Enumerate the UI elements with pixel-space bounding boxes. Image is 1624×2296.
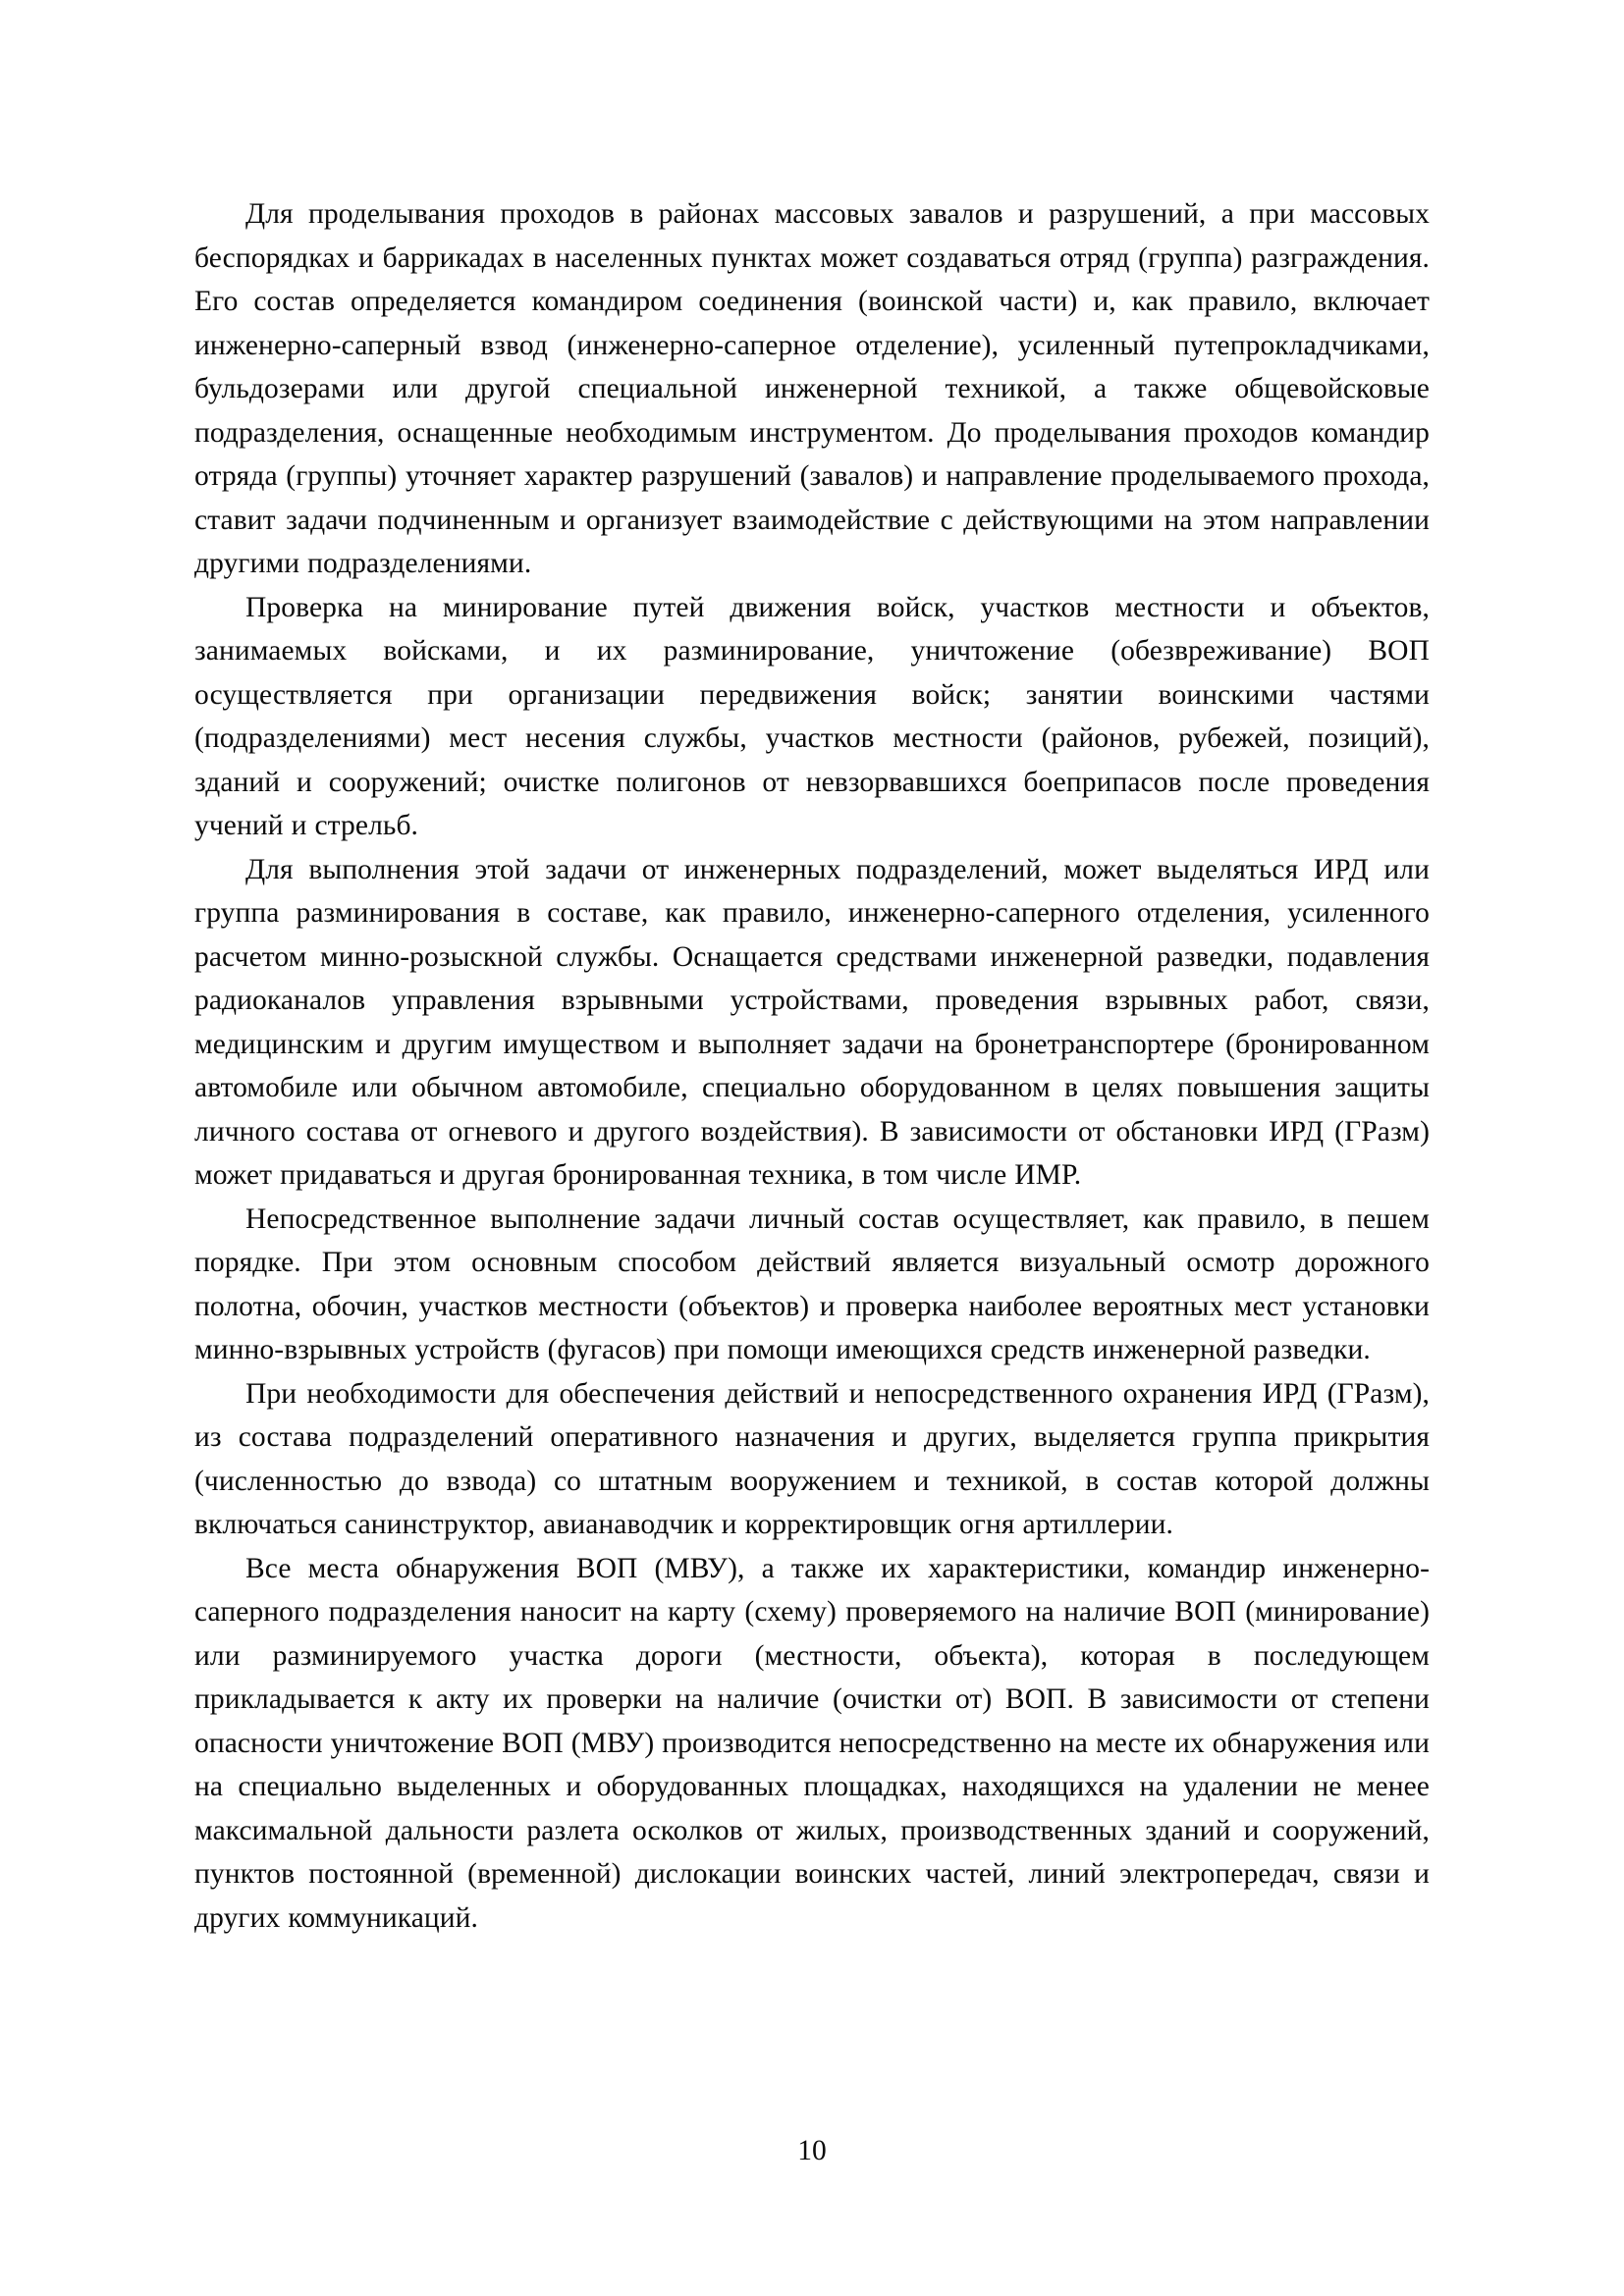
paragraph: При необходимости для обеспечения действий и непосредственного охранения ИРД (ГРазм), из состава подразделений оперативного назначения и других, выделяется группа прикрытия (численностью до взвода) со штатным вооружением и техникой, в состав которой должны включаться санинструктор, авианаводчик и корректировщик огня артиллерии. bbox=[194, 1377, 1430, 1540]
page-number: 10 bbox=[797, 2135, 827, 2166]
paragraph: Для выполнения этой задачи от инженерных подразделений, может выделяться ИРД или группа разминирования в составе, как правило, инженерно-саперного отделения, усиленного расчетом минно-розыскной службы. Оснащается средствами инженерной разведки, подавления радиоканалов управления взрывными устройствами, проведения взрывных работ, связи, медицинским и другим имуществом и выполняет задачи на бронетранспортере (бронированном автомобиле или обычном автомобиле, специально оборудованном в целях повышения защиты личного состава от огневого и другого воздействия). В зависимости от обстановки ИРД (ГРазм) может придаваться и другая бронированная техника, в том числе ИМР. bbox=[194, 853, 1430, 1191]
paragraph: Непосредственное выполнение задачи личный состав осуществляет, как правило, в пешем порядке. При этом основным способом действий является визуальный осмотр дорожного полотна, обочин, участков местности (объектов) и проверка наиболее вероятных мест установки минно-взрывных устройств (фугасов) при помощи имеющихся средств инженерной разведки. bbox=[194, 1202, 1430, 1365]
paragraph: Проверка на минирование путей движения войск, участков местности и объектов, занимаемых войсками, и их разминирование, уничтожение (обезвреживание) ВОП осуществляется при организации передвижения войск; занятии воинскими частями (подразделениями) мест несения службы, участков местности (районов, рубежей, позиций), зданий и сооружений; очистке полигонов от невзорвавшихся боеприпасов после проведения учений и стрельб. bbox=[194, 591, 1430, 841]
paragraph: Все места обнаружения ВОП (МВУ), а также их характеристики, командир инженерно-саперного подразделения наносит на карту (схему) проверяемого на наличие ВОП (минирование) или разминируемого участка дороги (местности, объекта), которая в последующем прикладывается к акту их проверки на наличие (очистки от) ВОП. В зависимости от степени опасности уничтожение ВОП (МВУ) производится непосредственно на месте их обнаружения или на специально выделенных и оборудованных площадках, находящихся на удалении не менее максимальной дальности разлета осколков от жилых, производственных зданий и сооружений, пунктов постоянной (временной) дислокации воинских частей, линий электропередач, связи и других коммуникаций. bbox=[194, 1552, 1430, 1934]
page-body bbox=[194, 192, 1430, 1940]
paragraph: Для проделывания проходов в районах массовых завалов и разрушений, а при массовых беспорядках и баррикадах в населенных пунктах может создаваться отряд (группа) разграждения. Его состав определяется командиром соединения (воинской части) и, как правило, включает инженерно-саперный взвод (инженерно-саперное отделение), усиленный путепрокладчиками, бульдозерами или другой специальной инженерной техникой, а также общевойсковые подразделения, оснащенные необходимым инструментом. До проделывания проходов командир отряда (группы) уточняет характер разрушений (завалов) и направление проделываемого прохода, ставит задачи подчиненным и организует взаимодействие с действующими на этом направлении другими подразделениями. bbox=[194, 198, 1430, 579]
